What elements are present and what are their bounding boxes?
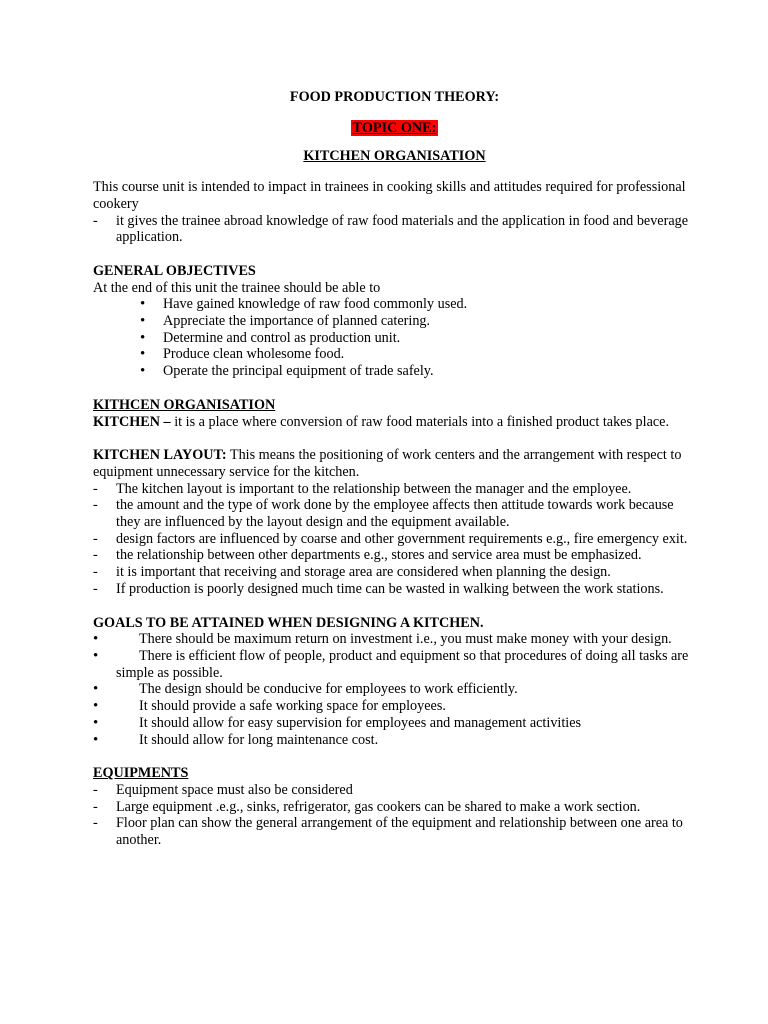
objectives-section <box>93 263 696 380</box>
kitchen-definition-text: it is a place where conversion of raw food materials into a finished product takes place. <box>170 413 670 430</box>
goal-item: • It should provide a safe working space for employees. <box>93 698 696 715</box>
layout-item: - If production is poorly designed much time can be wasted in walking between the work stations. <box>93 581 696 598</box>
equipment-item: - Equipment space must also be considered <box>93 782 696 799</box>
document-title: FOOD PRODUCTION THEORY: <box>289 89 500 105</box>
objective-item: • Appreciate the importance of planned catering. <box>93 313 696 330</box>
equipments-heading: EQUIPMENTS <box>93 765 189 782</box>
goals-section <box>93 615 696 749</box>
organisation-section <box>93 397 696 430</box>
equipment-item: - Large equipment .e.g., sinks, refrigerator, gas cookers can be shared to make a work section. <box>93 799 696 816</box>
kitchen-definition <box>93 414 696 431</box>
layout-item: - the relationship between other departments e.g., stores and service area must be emphasized. <box>93 547 696 564</box>
document-subtitle: KITCHEN ORGANISATION <box>303 148 486 165</box>
layout-definition <box>93 447 696 480</box>
equipment-item: - Floor plan can show the general arrangement of the equipment and relationship between one area to another. <box>93 815 696 848</box>
goals-heading: GOALS TO BE ATTAINED WHEN DESIGNING A KITCHEN. <box>93 614 484 631</box>
goal-item: • There is efficient flow of people, product and equipment so that procedures of doing all tasks are simple as possible. <box>93 648 696 681</box>
equipments-section <box>93 765 696 849</box>
layout-item: - design factors are influenced by coarse and other government requirements e.g., fire emergency exit. <box>93 531 696 548</box>
goal-item: • It should allow for long maintenance cost. <box>93 732 696 749</box>
objective-item: • Have gained knowledge of raw food commonly used. <box>93 296 696 313</box>
layout-section <box>93 447 696 597</box>
objectives-heading: GENERAL OBJECTIVES <box>93 262 256 279</box>
goal-item: • It should allow for easy supervision for employees and management activities <box>93 715 696 732</box>
layout-item: - it is important that receiving and storage area are considered when planning the design. <box>93 564 696 581</box>
layout-term: KITCHEN LAYOUT: <box>93 447 227 464</box>
topic-highlight: TOPIC ONE: <box>352 119 437 136</box>
layout-item: - the amount and the type of work done by the employee affects then attitude towards work because they are influenced by the layout design and the equipment available. <box>93 497 696 530</box>
kitchen-term: KITCHEN – <box>93 413 171 430</box>
topic-label <box>93 120 696 137</box>
objective-item: • Determine and control as production unit. <box>93 330 696 347</box>
intro-dash-item: - it gives the trainee abroad knowledge of raw food materials and the application in food and beverage application. <box>93 213 696 246</box>
organisation-heading: KITHCEN ORGANISATION <box>93 396 276 413</box>
goal-item: • There should be maximum return on investment i.e., you must make money with your design. <box>93 631 696 648</box>
intro-paragraph: This course unit is intended to impact in trainees in cooking skills and attitudes required for professional cookery <box>93 179 686 212</box>
objective-item: • Produce clean wholesome food. <box>93 346 696 363</box>
layout-item: - The kitchen layout is important to the relationship between the manager and the employee. <box>93 481 696 498</box>
layout-definition-text: This means the positioning of work centers and the arrangement with respect to equipment unnecessary service for the kitchen. <box>93 447 682 480</box>
objectives-lead: At the end of this unit the trainee should be able to <box>93 279 381 296</box>
goal-item: • The design should be conducive for employees to work efficiently. <box>93 681 696 698</box>
objective-item: • Operate the principal equipment of trade safely. <box>93 363 696 380</box>
